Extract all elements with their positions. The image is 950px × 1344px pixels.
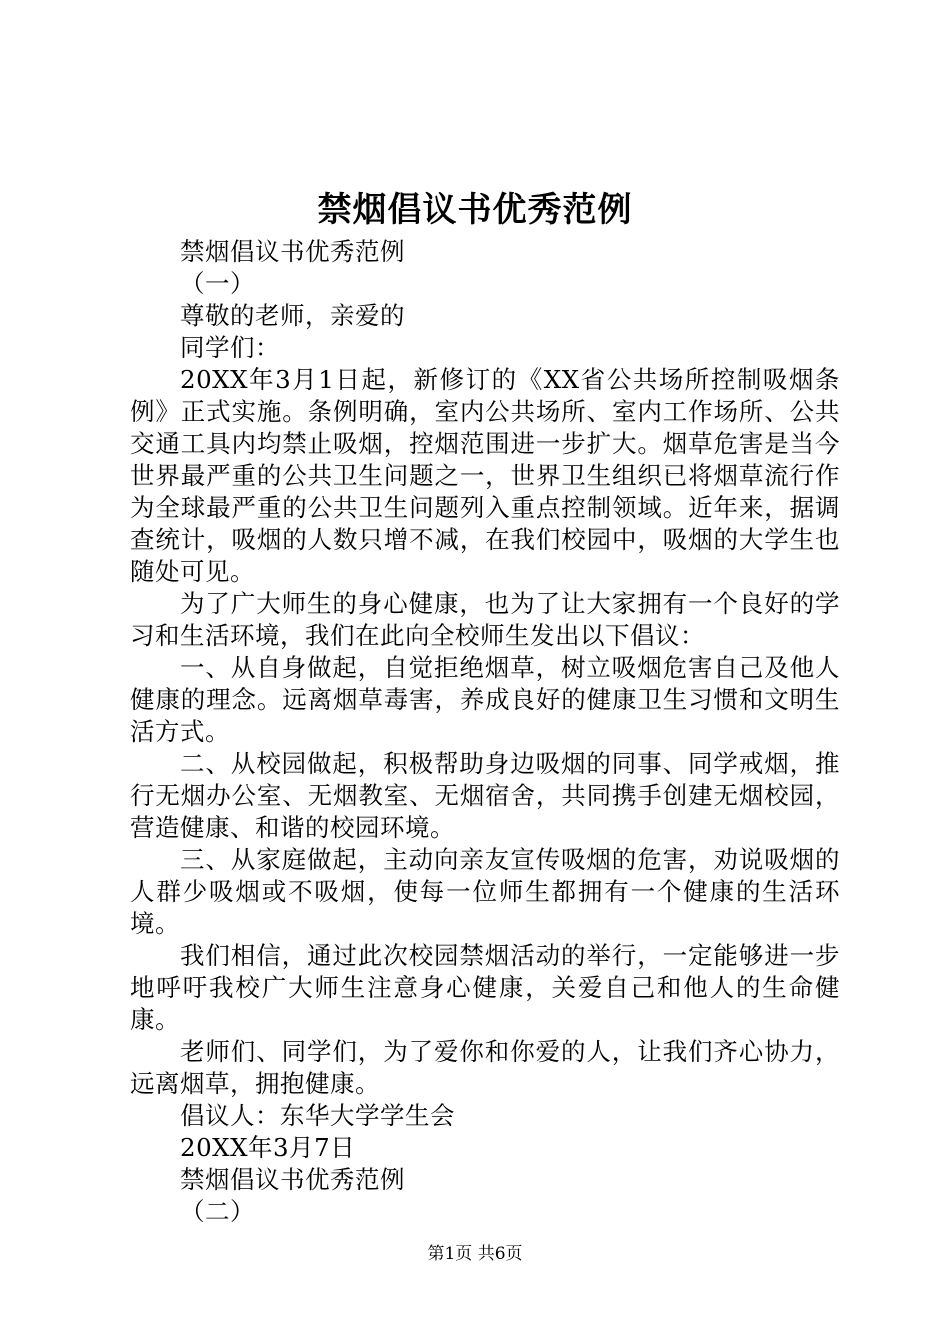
salutation-line: 同学们： <box>180 333 280 362</box>
subtitle-line: 禁烟倡议书优秀范例 <box>180 237 405 266</box>
section-number: （一） <box>180 269 255 298</box>
paragraph: 一、从自身做起，自觉拒绝烟草，树立吸烟危害自己及他人健康的理念。远离烟草毒害，养成良好的健康卫生习惯和文明生活方式。 <box>130 653 840 746</box>
page-footer: 第1页 共6页 <box>427 1244 523 1264</box>
paragraph: 二、从校园做起，积极帮助身边吸烟的同事、同学戒烟，推行无烟办公室、无烟教室、无烟宿舍，共同携手创建无烟校园，营造健康、和谐的校园环境。 <box>130 749 840 842</box>
paragraph: 老师们、同学们，为了爱你和你爱的人，让我们齐心协力，远离烟草，拥抱健康。 <box>130 1037 840 1098</box>
paragraph: 为了广大师生的身心健康，也为了让大家拥有一个良好的学习和生活环境，我们在此向全校师生发出以下倡议： <box>130 589 840 650</box>
document-title: 禁烟倡议书优秀范例 <box>317 190 633 230</box>
signature-line: 倡议人：东华大学学生会 <box>180 1101 455 1130</box>
subtitle-line: 禁烟倡议书优秀范例 <box>180 1165 405 1194</box>
section-number: （二） <box>180 1197 255 1226</box>
date-line: 20XX年3月7日 <box>180 1133 356 1162</box>
paragraph: 三、从家庭做起，主动向亲友宣传吸烟的危害，劝说吸烟的人群少吸烟或不吸烟，使每一位师生都拥有一个健康的生活环境。 <box>130 845 840 938</box>
salutation-line: 尊敬的老师，亲爱的 <box>180 301 405 330</box>
paragraph: 我们相信，通过此次校园禁烟活动的举行，一定能够进一步地呼吁我校广大师生注意身心健康，关爱自己和他人的生命健康。 <box>130 941 840 1034</box>
document-body <box>130 236 840 1228</box>
paragraph: 20XX年3月1日起，新修订的《XX省公共场所控制吸烟条例》正式实施。条例明确，室内公共场所、室内工作场所、公共交通工具内均禁止吸烟，控烟范围进一步扩大。烟草危害是当今世界最严重的公共卫生问题之一，世界卫生组织已将烟草流行作为全球最严重的公共卫生问题列入重点控制领域。近年来，据调查统计，吸烟的人数只增不减，在我们校园中，吸烟的大学生也随处可见。 <box>130 365 840 586</box>
